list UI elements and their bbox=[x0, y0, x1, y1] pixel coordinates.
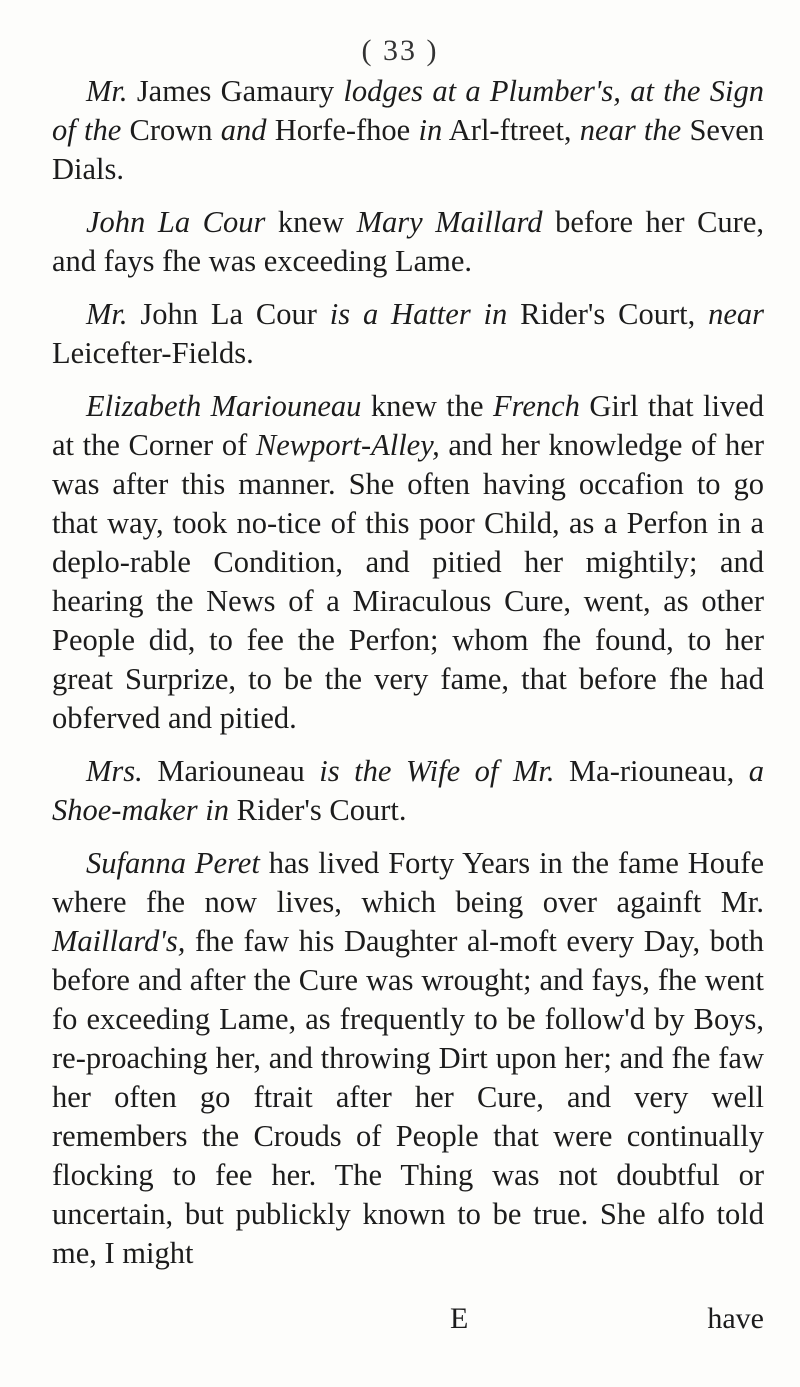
paragraph bbox=[52, 203, 764, 281]
text-run: Rider's Court, bbox=[507, 297, 709, 331]
text-run: James Gamaury bbox=[127, 74, 344, 108]
italic-run: Mr. bbox=[512, 754, 555, 788]
italic-run: and bbox=[220, 113, 267, 147]
italic-run: lodges at a Plumber's, at the Sign of the bbox=[52, 74, 764, 147]
text-block bbox=[52, 72, 764, 1287]
text-run: Girl that lived at the Corner of bbox=[52, 389, 764, 462]
text-run: and her knowledge of her was after this manner. She often having occafion to go that way, took no-tice of this poor Child, as a Perfon in a deplo-rable Condition, and pitied her mightily; and hearing the News of a Miraculous Cure, went, as other People did, to fee the Perfon; whom fhe found, to her great Surprize, to be the very fame, that before fhe had obferved and pitied. bbox=[52, 428, 764, 735]
italic-run: in bbox=[418, 113, 443, 147]
text-run: Seven Dials. bbox=[52, 113, 764, 186]
text-run: knew the bbox=[361, 389, 493, 423]
text-run: Horfe-fhoe bbox=[266, 113, 419, 147]
text-run: Crown bbox=[121, 113, 221, 147]
italic-run: Sufanna Peret bbox=[86, 846, 260, 880]
signature-mark: E bbox=[450, 1302, 469, 1335]
text-run: Arl-ftreet, bbox=[442, 113, 580, 147]
italic-run: near the bbox=[579, 113, 682, 147]
text-run bbox=[498, 754, 513, 788]
italic-run: Newport-Alley, bbox=[255, 428, 440, 462]
paragraph bbox=[52, 844, 764, 1273]
text-run: Ma-riouneau, bbox=[554, 754, 749, 788]
italic-run: John La Cour bbox=[86, 205, 266, 239]
italic-run: Mary Maillard bbox=[356, 205, 543, 239]
italic-run: Maillard's, bbox=[52, 924, 186, 958]
italic-run: Mrs. bbox=[86, 754, 143, 788]
italic-run: is a Hatter in bbox=[329, 297, 508, 331]
italic-run: Elizabeth Mariouneau bbox=[86, 389, 362, 423]
italic-run: is the Wife of bbox=[319, 754, 499, 788]
paragraph bbox=[52, 752, 764, 830]
italic-run: French bbox=[492, 389, 580, 423]
catchword: have bbox=[707, 1302, 764, 1335]
paragraph bbox=[52, 387, 764, 738]
text-run: Leicefter-Fields. bbox=[52, 336, 254, 370]
text-run: John La Cour bbox=[127, 297, 330, 331]
italic-run: Mr. bbox=[86, 297, 128, 331]
italic-run: near bbox=[708, 297, 764, 331]
page-number: ( 33 ) bbox=[361, 34, 439, 67]
paragraph bbox=[52, 295, 764, 373]
text-run: has lived Forty Years in the fame Houfe where fhe now lives, which being over againft Mr. bbox=[52, 846, 764, 919]
italic-run: Mr. bbox=[86, 74, 128, 108]
text-run: fhe faw his Daughter al-moft every Day, both before and after the Cure was wrought; and fays, fhe went fo exceeding Lame, as frequently to be follow'd by Boys, re-proaching her, and throwing Dirt upon her; and fhe faw her often go ftrait after her Cure, and very well remembers the Crouds of People that were continually flocking to fee her. The Thing was not doubtful or uncertain, but publickly known to be true. She alfo told me, I might bbox=[52, 924, 764, 1270]
paragraph bbox=[52, 72, 764, 189]
italic-run: a Shoe-maker in bbox=[52, 754, 764, 827]
text-run: Rider's Court. bbox=[229, 793, 407, 827]
text-run: knew bbox=[265, 205, 357, 239]
text-run: Mariouneau bbox=[142, 754, 320, 788]
text-run: before her Cure, and fays fhe was exceeding Lame. bbox=[52, 205, 764, 278]
page-footer bbox=[52, 1302, 764, 1342]
